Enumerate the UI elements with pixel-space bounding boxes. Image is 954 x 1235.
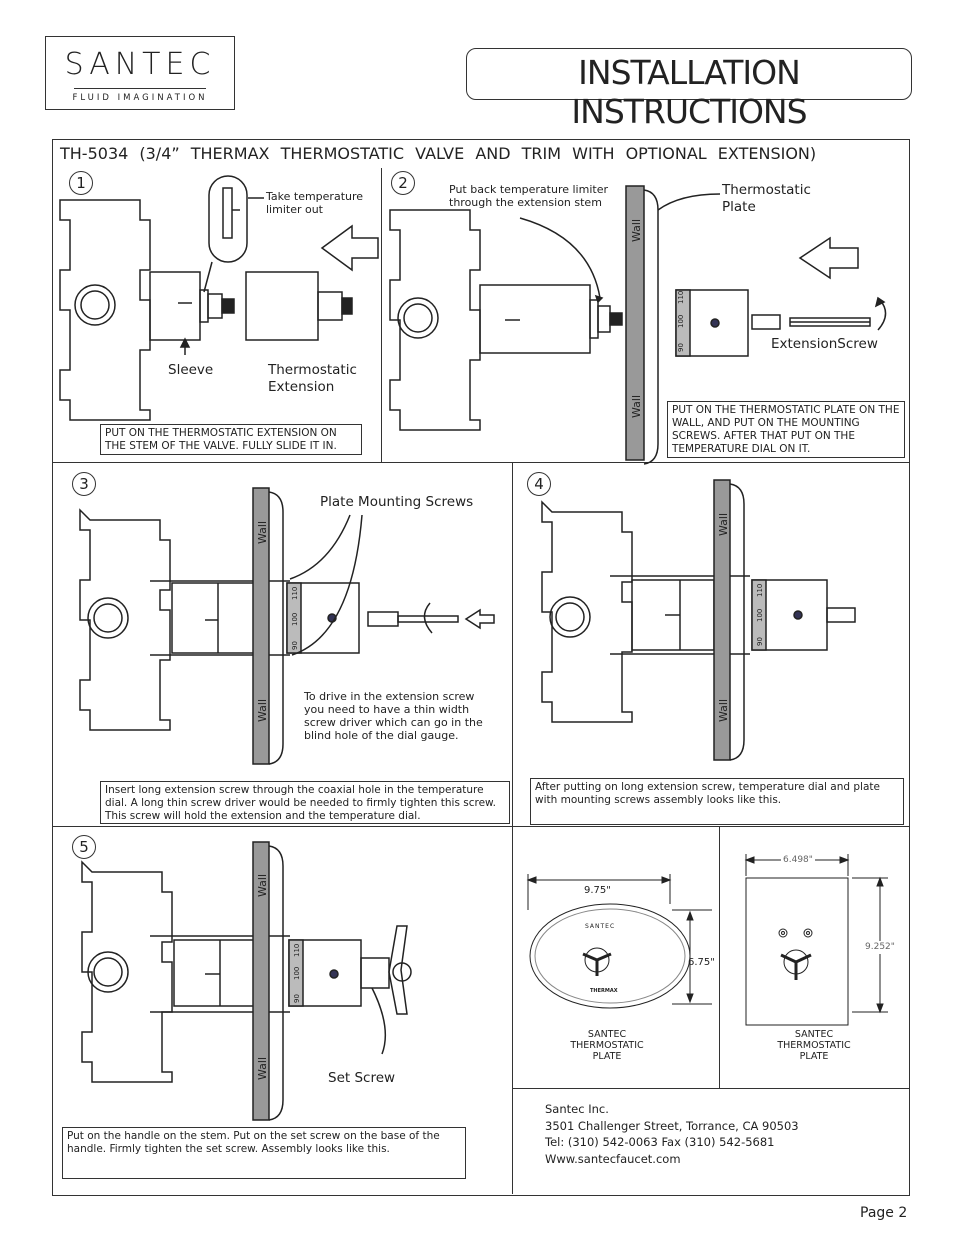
company-address: [545, 1101, 799, 1167]
page-number: Page 2: [860, 1205, 908, 1221]
company-name: Santec Inc.: [545, 1102, 609, 1116]
logo-name: SANTEC: [64, 47, 216, 82]
step4-wall-top: Wall: [717, 512, 730, 536]
step-number-4: 4: [527, 472, 551, 496]
step1-limiter-label: Take temperature limiter out: [266, 190, 364, 216]
rect-plate-label: SANTEC THERMOSTATIC PLATE: [777, 1029, 851, 1062]
step2-note: PUT ON THE THERMOSTATIC PLATE ON THE WALL, AND PUT ON THE MOUNTING SCREWS. AFTER THAT PUT ON THE TEMPERATURE DIAL ON IT.: [667, 401, 905, 458]
step4-tick-90: 90: [756, 637, 764, 646]
step2-wall-top: Wall: [630, 218, 643, 242]
rect-height: 9.252": [865, 942, 895, 952]
rect-width: 6.498": [783, 855, 813, 865]
step5-tick-100: 100: [293, 966, 301, 980]
oval-width: 9.75": [584, 885, 611, 896]
company-street: 3501 Challenger Street, Torrance, CA 90503: [545, 1118, 799, 1133]
step3-tip: To drive in the extension screw you need to have a thin width screw driver which can go in the blind hole of the dial gauge.: [304, 690, 483, 742]
step1-sleeve-label: Sleeve: [168, 362, 214, 378]
product-header: TH-5034 (3/4” THERMAX THERMOSTATIC VALVE AND TRIM WITH OPTIONAL EXTENSION): [60, 144, 817, 163]
step-number-3: 3: [72, 472, 96, 496]
step3-tick-110: 110: [291, 586, 299, 600]
step3-wall-top: Wall: [256, 520, 269, 544]
step3-tick-100: 100: [291, 612, 299, 626]
oval-height: 6.75": [688, 957, 715, 968]
step-number-1: 1: [69, 171, 93, 195]
step1-note: PUT ON THE THERMOSTATIC EXTENSION ON THE STEM OF THE VALVE. FULLY SLIDE IT IN.: [100, 424, 362, 455]
step-number-5: 5: [72, 835, 96, 859]
oval-plate-label: SANTEC THERMOSTATIC PLATE: [570, 1029, 644, 1062]
step5-wall-top: Wall: [256, 873, 269, 897]
step3-note: Insert long extension screw through the coaxial hole in the temperature dial. A long thin screw driver would be needed to firmly tighten this screw. This screw will hold the extension and the temperature dial.: [100, 781, 510, 824]
step-number-2: 2: [391, 171, 415, 195]
step4-note: After putting on long extension screw, temperature dial and plate with mounting screws assembly looks like this.: [530, 778, 904, 825]
step3-tick-90: 90: [291, 641, 299, 650]
step2-tick-110: 110: [677, 290, 685, 304]
logo-tagline: FLUID IMAGINATION: [72, 93, 208, 103]
step2-tick-90: 90: [677, 343, 685, 352]
step2-tick-100: 100: [677, 314, 685, 328]
step2-screw-label: ExtensionScrew: [771, 336, 878, 352]
step2-wall-bottom: Wall: [630, 394, 643, 418]
step2-limiter-label: Put back temperature limiter through the extension stem: [449, 183, 608, 209]
step2-plate-label: Thermostatic Plate: [722, 182, 811, 215]
step5-wall-bottom: Wall: [256, 1056, 269, 1080]
step1-extension-label: Thermostatic Extension: [268, 362, 357, 395]
step5-tick-110: 110: [293, 943, 301, 957]
step5-note: Put on the handle on the stem. Put on the set screw on the base of the handle. Firmly tighten the set screw. Assembly looks like this.: [62, 1127, 466, 1179]
step3-screws-label: Plate Mounting Screws: [320, 494, 474, 510]
step4-wall-bottom: Wall: [717, 698, 730, 722]
step5-setscrew-label: Set Screw: [328, 1070, 396, 1086]
step4-tick-110: 110: [756, 583, 764, 597]
page-title: INSTALLATION INSTRUCTIONS: [571, 53, 807, 131]
step4-tick-100: 100: [756, 608, 764, 622]
step3-wall-bottom: Wall: [256, 698, 269, 722]
oval-model: THERMAX: [590, 988, 618, 994]
oval-brand: SANTEC: [585, 923, 616, 930]
step5-tick-90: 90: [293, 994, 301, 1003]
company-website[interactable]: Www.santecfaucet.com: [545, 1151, 681, 1166]
company-phone: Tel: (310) 542-0063 Fax (310) 542-5681: [545, 1135, 775, 1149]
